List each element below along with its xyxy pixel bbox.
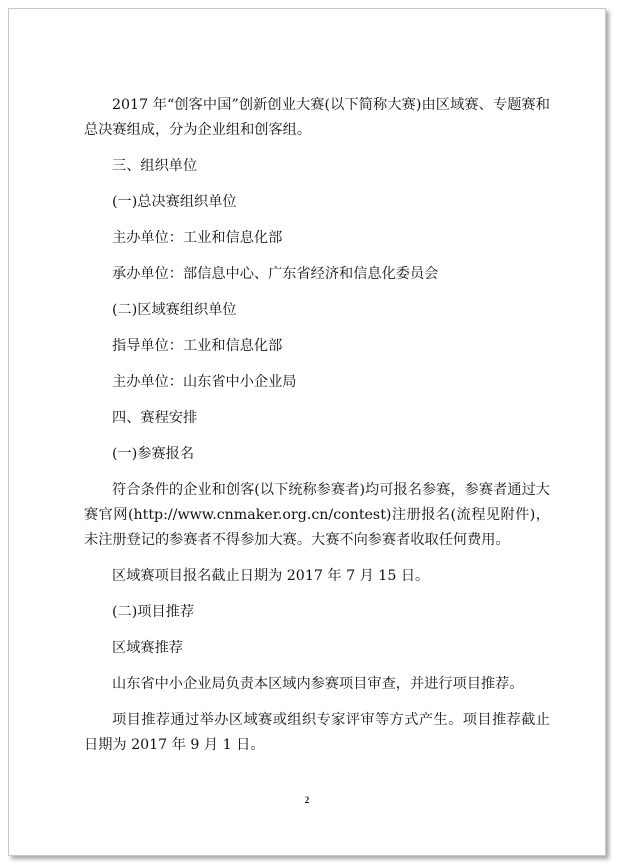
paragraph-registration: 符合条件的企业和创客(以下统称参赛者)均可报名参赛，参赛者通过大赛官网(http://www.cnmaker.org.cn/contest)注册报名(流程见附件)，未注册登记的参赛者不得参加大赛。大赛不向参赛者收取任何费用。 [84,482,550,548]
page-number: 2 [304,795,310,805]
subheading-recommendation: (二)项目推荐 [112,604,195,620]
paragraph-intro: 2017 年“创客中国”创新创业大赛(以下简称大赛)由区域赛、专题赛和总决赛组成，分为企业组和创客组。 [84,97,550,138]
subheading-regional-organizers: (二)区域赛组织单位 [112,302,237,318]
regional-recommendation-label: 区域赛推荐 [112,640,183,656]
subheading-registration: (一)参赛报名 [112,446,195,462]
subheading-final-organizers: (一)总决赛组织单位 [112,194,237,210]
final-host: 主办单位：工业和信息化部 [112,230,283,246]
final-undertaker: 承办单位：部信息中心、广东省经济和信息化委员会 [112,266,439,282]
heading-organizers: 三、组织单位 [112,158,198,174]
paragraph-recommendation-deadline: 项目推荐通过举办区域赛或组织专家评审等方式产生。项目推荐截止日期为 2017 年 9 月 1 日。 [84,712,550,753]
heading-schedule: 四、赛程安排 [112,410,198,426]
document-page [8,8,606,856]
regional-guide: 指导单位：工业和信息化部 [112,338,283,354]
page-content [84,93,550,769]
paragraph-registration-deadline: 区域赛项目报名截止日期为 2017 年 7 月 15 日。 [112,568,430,584]
regional-host: 主办单位：山东省中小企业局 [112,374,297,390]
paragraph-review: 山东省中小企业局负责本区域内参赛项目审查，并进行项目推荐。 [112,676,524,692]
